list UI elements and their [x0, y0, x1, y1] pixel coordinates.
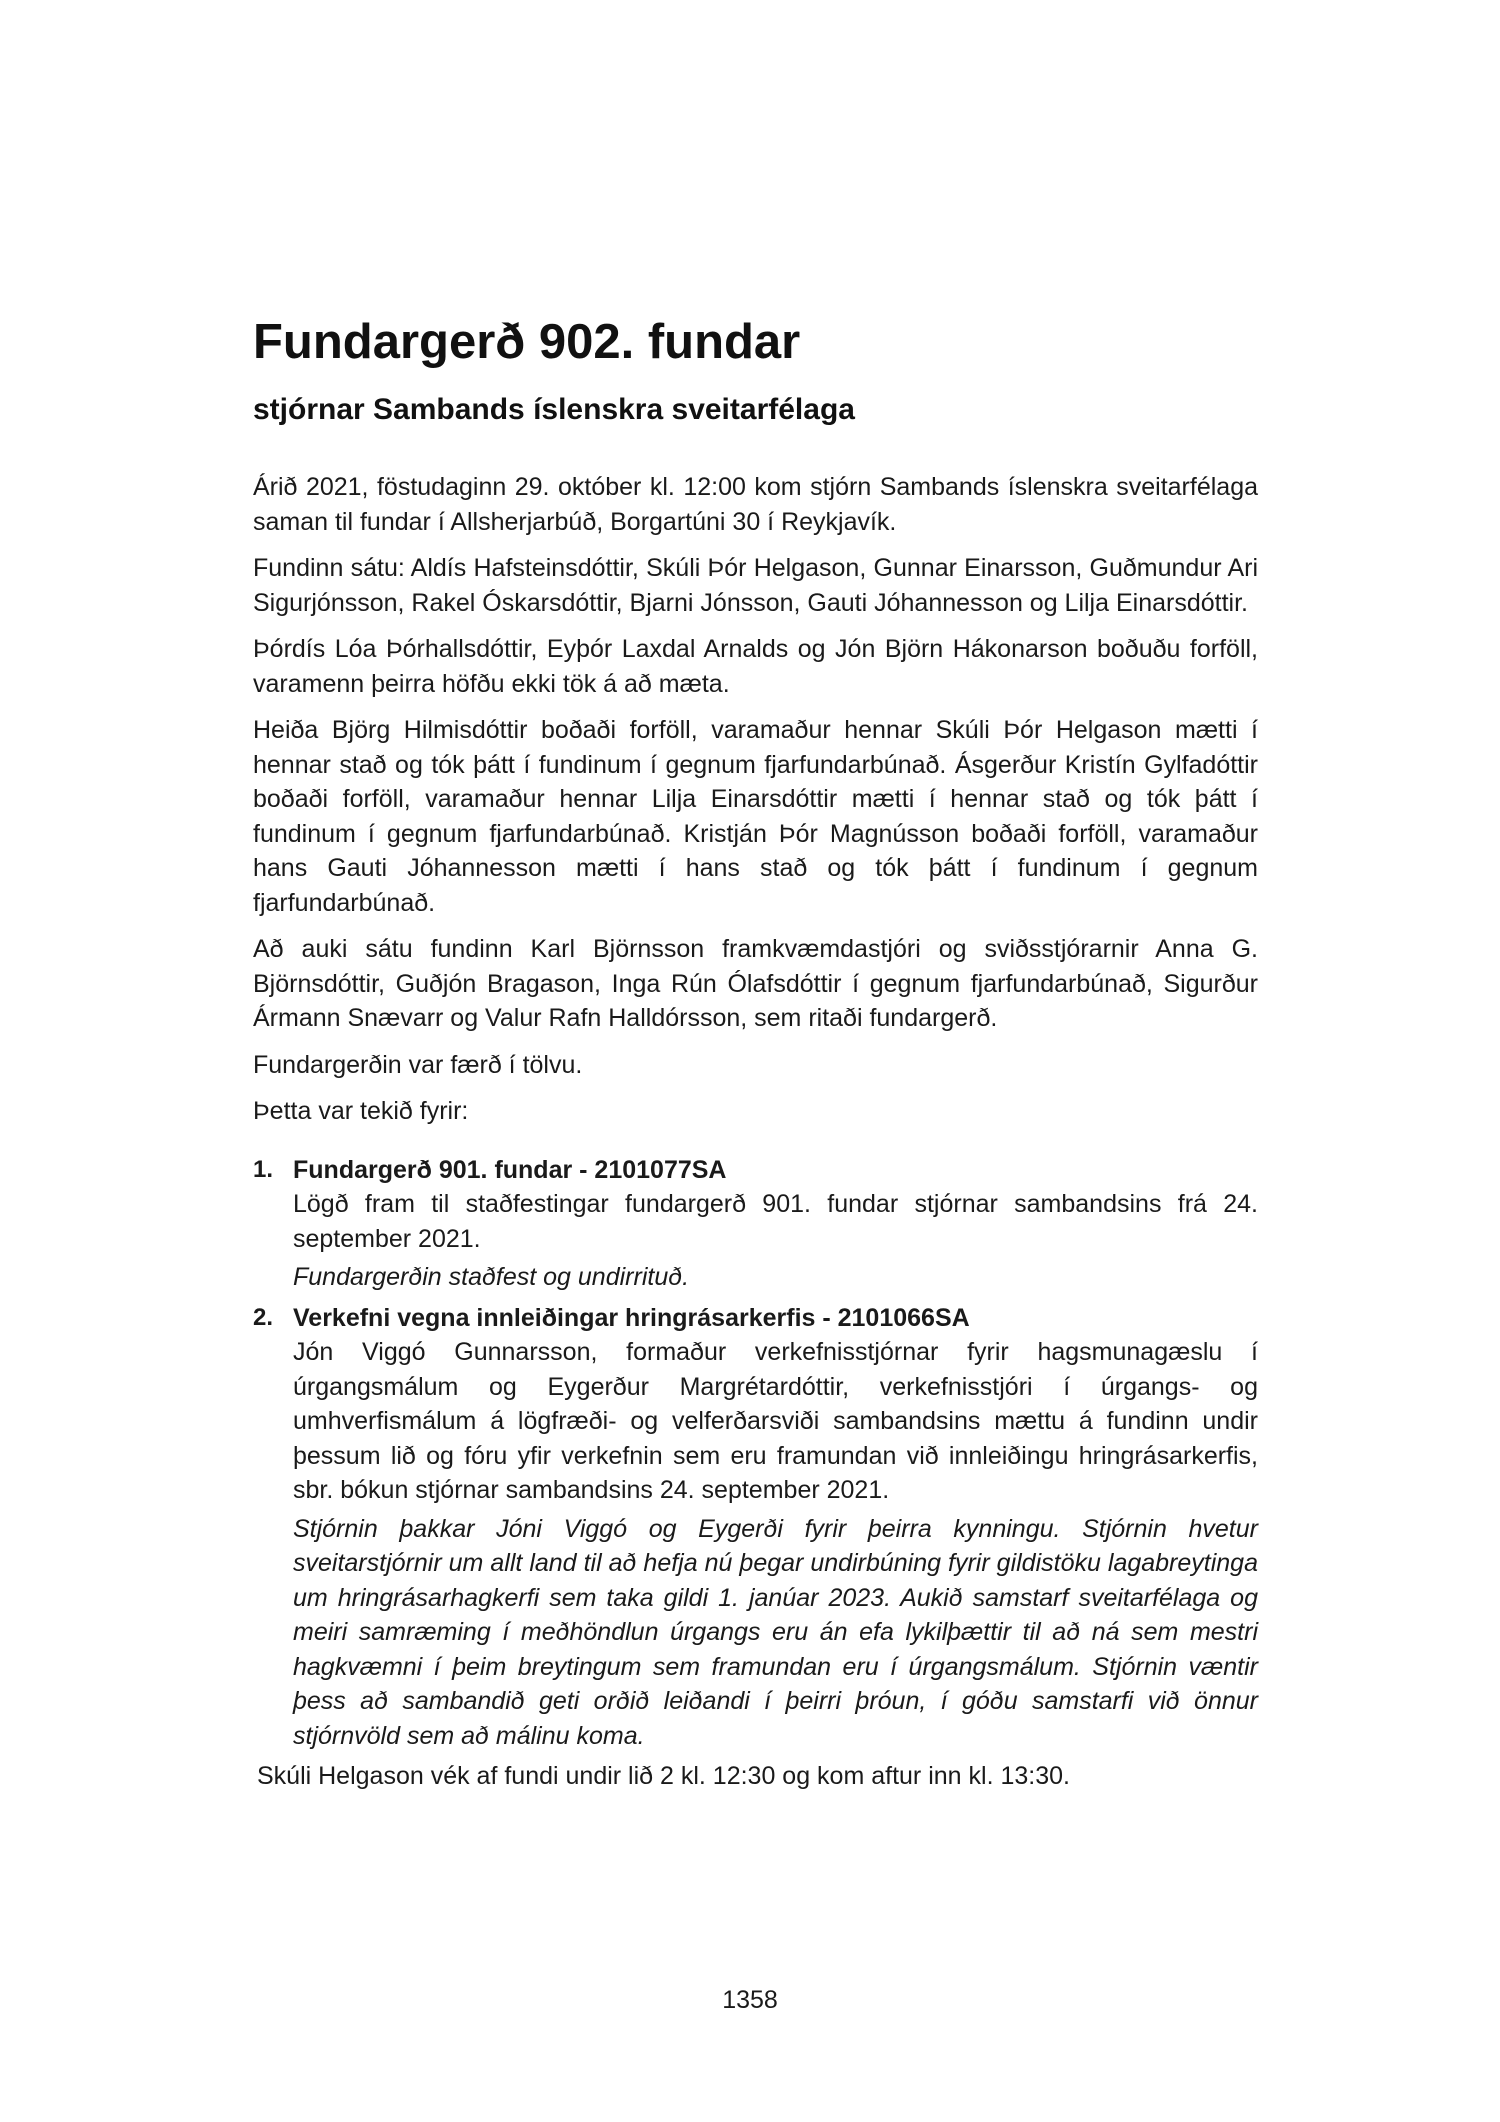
document-subtitle: stjórnar Sambands íslenskra sveitarfélaga — [253, 393, 855, 426]
document-body — [253, 312, 1258, 1794]
agenda-item — [253, 1153, 1258, 1295]
paragraph-recorded: Fundargerðin var færð í tölvu. — [253, 1050, 583, 1079]
agenda-item-number: 1. — [253, 1155, 274, 1183]
page-number: 1358 — [722, 1986, 778, 2014]
paragraph-absences: Þórdís Lóa Þórhallsdóttir, Eyþór Laxdal Arnalds og Jón Björn Hákonarson boðuðu forföll, varamenn þeirra höfðu ekki tök á að mæta. — [253, 635, 1258, 698]
agenda-list — [253, 1153, 1258, 1754]
paragraph-agenda-intro: Þetta var tekið fyrir: — [253, 1097, 469, 1125]
agenda-item-title: Verkefni vegna innleiðingar hringrásarkerfis - 2101066SA — [293, 1303, 970, 1332]
leave-note: Skúli Helgason vék af fundi undir lið 2 kl. 12:30 og kom aftur inn kl. 13:30. — [257, 1762, 1070, 1790]
paragraph-staff: Að auki sátu fundinn Karl Björnsson framkvæmdastjóri og sviðsstjórarnir Anna G. Björnsdóttir, Guðjón Bragason, Inga Rún Ólafsdóttir í gegnum fjarfundarbúnað, Sigurður Ármann Snævarr og Valur Rafn Halldórsson, sem ritaði fundargerð. — [253, 935, 1258, 1032]
paragraph-meeting-info: Árið 2021, föstudaginn 29. október kl. 12:00 kom stjórn Sambands íslenskra sveitarfélaga saman til fundar í Allsherjarbúð, Borgartúni 30 í Reykjavík. — [253, 473, 1258, 536]
agenda-item-text: Lögð fram til staðfestingar fundargerð 901. fundar stjórnar sambandsins frá 24. september 2021. — [293, 1190, 1258, 1253]
agenda-item — [253, 1301, 1258, 1754]
paragraph-substitutes: Heiða Björg Hilmisdóttir boðaði forföll, varamaður hennar Skúli Þór Helgason mætti í hennar stað og tók þátt í fundinum í gegnum fjarfundarbúnað. Ásgerður Kristín Gylfadóttir boðaði forföll, varamaður hennar Lilja Einarsdóttir mætti í hennar stað og tók þátt í fundinum í gegnum fjarfundarbúnað. Kristján Þór Magnússon boðaði forföll, varamaður hans Gauti Jóhannesson mætti í hans stað og tók þátt í fundinum í gegnum fjarfundarbúnað. — [253, 716, 1258, 917]
document-title: Fundargerð 902. fundar — [253, 315, 801, 369]
paragraph-attendees: Fundinn sátu: Aldís Hafsteinsdóttir, Skúli Þór Helgason, Gunnar Einarsson, Guðmundur Ari Sigurjónsson, Rakel Óskarsdóttir, Bjarni Jónsson, Gauti Jóhannesson og Lilja Einarsdóttir. — [253, 554, 1258, 617]
agenda-item-conclusion: Stjórnin þakkar Jóni Viggó og Eygerði fyrir þeirra kynningu. Stjórnin hvetur sveitarstjórnir um allt land til að hefja nú þegar undirbúning fyrir gildistöku lagabreytinga um hringrásarhagkerfi sem taka gildi 1. janúar 2023. Aukið samstarf sveitarfélaga og meiri samræming í meðhöndlun úrgangs eru án efa lykilþættir til að ná sem mestri hagkvæmni í þeim breytingum sem framundan eru í úrgangsmálum. Stjórnin væntir þess að sambandið geti orðið leiðandi í þeirri þróun, í góðu samstarfi við önnur stjórnvöld sem að málinu koma. — [293, 1514, 1258, 1750]
agenda-item-conclusion: Fundargerðin staðfest og undirrituð. — [293, 1263, 690, 1291]
agenda-item-title: Fundargerð 901. fundar - 2101077SA — [293, 1155, 727, 1184]
agenda-item-number: 2. — [253, 1303, 274, 1331]
agenda-item-text: Jón Viggó Gunnarsson, formaður verkefnisstjórnar fyrir hagsmunagæslu í úrgangsmálum og Eygerður Margrétardóttir, verkefnisstjóri í úrgangs- og umhverfismálum á lögfræði- og velferðarsviði sambandsins mættu á fundinn undir þessum lið og fóru yfir verkefnin sem eru framundan við innleiðingu hringrásarkerfis, sbr. bókun stjórnar sambandsins 24. september 2021. — [293, 1338, 1258, 1504]
